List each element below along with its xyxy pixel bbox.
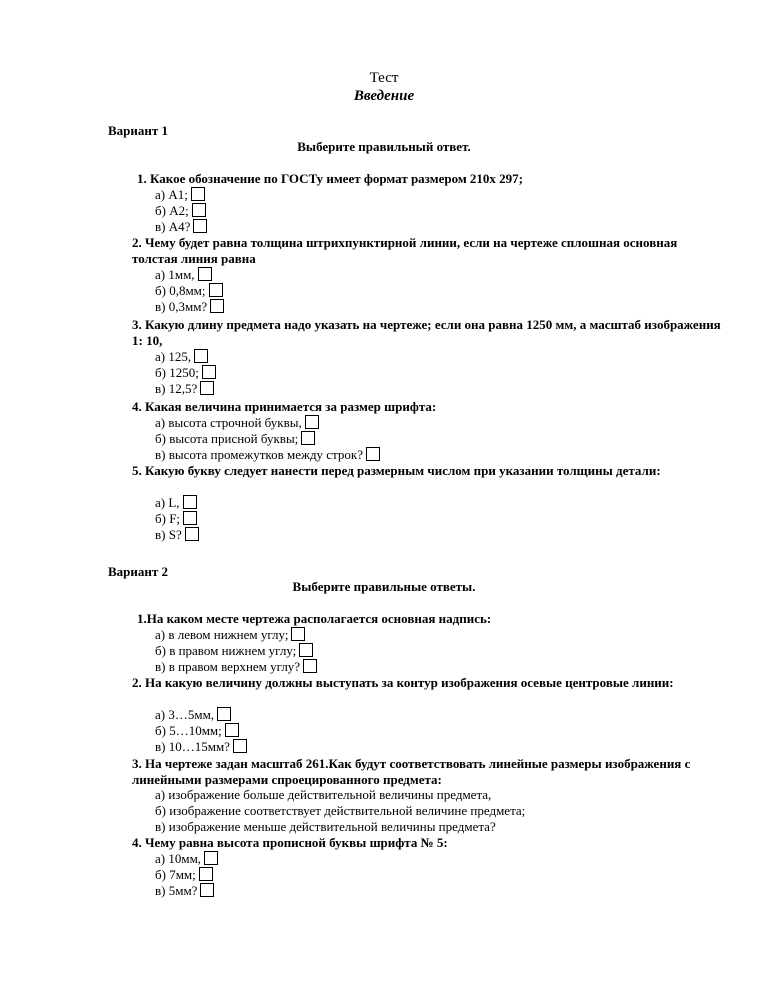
checkbox[interactable] bbox=[198, 267, 212, 281]
v2-q4-option-c[interactable]: в) 5мм? bbox=[155, 883, 214, 898]
v2-q1-option-a[interactable]: а) в левом нижнем углу; bbox=[155, 627, 305, 642]
checkbox[interactable] bbox=[299, 643, 313, 657]
v1-question-1: 1. Какое обозначение по ГОСТу имеет формат размером 210х 297; bbox=[137, 171, 524, 186]
v2-q4-option-b[interactable]: б) 7мм; bbox=[155, 867, 213, 882]
checkbox[interactable] bbox=[217, 707, 231, 721]
checkbox[interactable] bbox=[202, 365, 216, 379]
v1-q4-option-b[interactable]: б) высота присной буквы; bbox=[155, 431, 315, 446]
v1-q5-option-c[interactable]: в) S? bbox=[155, 527, 199, 542]
v2-q4-option-a[interactable]: а) 10мм, bbox=[155, 851, 218, 866]
v2-q1-option-c[interactable]: в) в правом верхнем углу? bbox=[155, 659, 317, 674]
v1-q3-option-a[interactable]: а) 125, bbox=[155, 349, 208, 364]
v1-q5-option-a[interactable]: а) L, bbox=[155, 495, 197, 510]
v2-question-1: 1.На каком месте чертежа располагается основная надпись: bbox=[137, 611, 492, 626]
checkbox[interactable] bbox=[191, 187, 205, 201]
checkbox[interactable] bbox=[199, 867, 213, 881]
checkbox[interactable] bbox=[225, 723, 239, 737]
v1-q2-option-a[interactable]: а) 1мм, bbox=[155, 267, 212, 282]
v1-q5-option-b[interactable]: б) F; bbox=[155, 511, 197, 526]
variant-2-label: Вариант 2 bbox=[108, 564, 169, 579]
v1-q4-option-a[interactable]: а) высота строчной буквы, bbox=[155, 415, 319, 430]
v1-question-5: 5. Какую букву следует нанести перед размерным числом при указании толщины детали: bbox=[132, 463, 661, 478]
checkbox[interactable] bbox=[210, 299, 224, 313]
v2-question-2: 2. На какую величину должны выступать за контур изображения осевые центровые линии: bbox=[132, 675, 674, 690]
checkbox[interactable] bbox=[303, 659, 317, 673]
checkbox[interactable] bbox=[305, 415, 319, 429]
v1-q1-option-a[interactable]: а) А1; bbox=[155, 187, 205, 202]
checkbox[interactable] bbox=[204, 851, 218, 865]
checkbox[interactable] bbox=[192, 203, 206, 217]
v2-q2-option-a[interactable]: а) 3…5мм, bbox=[155, 707, 231, 722]
v2-q3-option-b: б) изображение соответствует действительной величине предмета; bbox=[155, 803, 526, 818]
variant-2-instruction: Выберите правильные ответы. bbox=[292, 579, 476, 594]
checkbox[interactable] bbox=[200, 381, 214, 395]
checkbox[interactable] bbox=[200, 883, 214, 897]
v1-question-2: 2. Чему будет равна толщина штрихпунктирной линии, если на чертеже сплошная основная толстая линия равна bbox=[132, 235, 678, 266]
v1-q2-option-b[interactable]: б) 0,8мм; bbox=[155, 283, 223, 298]
checkbox[interactable] bbox=[366, 447, 380, 461]
checkbox[interactable] bbox=[291, 627, 305, 641]
v1-question-3: 3. Какую длину предмета надо указать на чертеже; если она равна 1250 мм, а масштаб изображения 1: 10, bbox=[132, 317, 721, 348]
checkbox[interactable] bbox=[233, 739, 247, 753]
v1-q4-option-c[interactable]: в) высота промежутков между строк? bbox=[155, 447, 380, 462]
v2-q2-option-c[interactable]: в) 10…15мм? bbox=[155, 739, 247, 754]
checkbox[interactable] bbox=[301, 431, 315, 445]
checkbox[interactable] bbox=[194, 349, 208, 363]
page-title: Тест bbox=[369, 70, 399, 86]
v2-q1-option-b[interactable]: б) в правом нижнем углу; bbox=[155, 643, 313, 658]
v2-question-3: 3. На чертеже задан масштаб 261.Как будут соответствовать линейные размеры изображения с линейными размерами спроецированного предмета: bbox=[132, 756, 691, 787]
v1-q1-option-c[interactable]: в) А4? bbox=[155, 219, 207, 234]
v1-q3-option-c[interactable]: в) 12,5? bbox=[155, 381, 214, 396]
checkbox[interactable] bbox=[193, 219, 207, 233]
checkbox[interactable] bbox=[209, 283, 223, 297]
checkbox[interactable] bbox=[183, 511, 197, 525]
v2-question-4: 4. Чему равна высота прописной буквы шрифта № 5: bbox=[132, 835, 448, 850]
page-subtitle: Введение bbox=[353, 88, 415, 104]
v1-q2-option-c[interactable]: в) 0,3мм? bbox=[155, 299, 224, 314]
v1-question-4: 4. Какая величина принимается за размер шрифта: bbox=[132, 399, 437, 414]
checkbox[interactable] bbox=[183, 495, 197, 509]
v1-q3-option-b[interactable]: б) 1250; bbox=[155, 365, 216, 380]
v2-q3-option-a: а) изображение больше действительной величины предмета, bbox=[155, 787, 492, 802]
v2-q2-option-b[interactable]: б) 5…10мм; bbox=[155, 723, 239, 738]
variant-1-instruction: Выберите правильный ответ. bbox=[297, 139, 471, 154]
variant-1-label: Вариант 1 bbox=[108, 123, 169, 138]
v1-q1-option-b[interactable]: б) А2; bbox=[155, 203, 206, 218]
checkbox[interactable] bbox=[185, 527, 199, 541]
v2-q3-option-c: в) изображение меньше действительной величины предмета? bbox=[155, 819, 496, 834]
